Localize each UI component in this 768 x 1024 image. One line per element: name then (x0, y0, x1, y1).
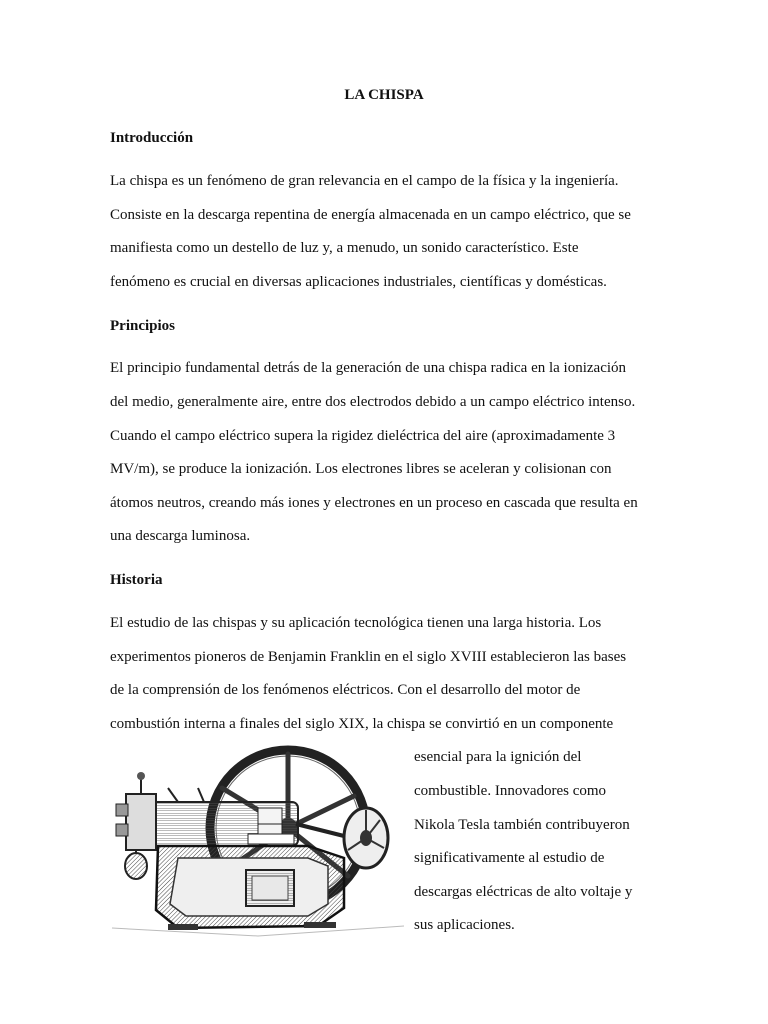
paragraph-line: una descarga luminosa. (110, 528, 251, 544)
paragraph-line: Nikola Tesla también contribuyeron (414, 817, 630, 833)
paragraph-line: átomos neutros, creando más iones y electrones en un proceso en cascada que resulta en (110, 495, 638, 511)
section-heading-principios: Principios (110, 318, 176, 334)
paragraph-line: Cuando el campo eléctrico supera la rigidez dieléctrica del aire (aproximadamente 3 (110, 428, 616, 444)
paragraph-line: combustible. Innovadores como (414, 783, 607, 799)
section-heading-introduccion: Introducción (110, 130, 194, 146)
paragraph-line: experimentos pioneros de Benjamin Franklin en el siglo XVIII establecieron las bases (110, 649, 627, 665)
engine-illustration-icon (108, 738, 408, 938)
paragraph-line: El estudio de las chispas y su aplicación tecnológica tienen una larga historia. Los (110, 615, 602, 631)
paragraph-line: Consiste en la descarga repentina de energía almacenada en un campo eléctrico, que se (110, 207, 631, 223)
paragraph-line: MV/m), se produce la ionización. Los electrones libres se aceleran y colisionan con (110, 461, 612, 477)
paragraph-line: manifiesta como un destello de luz y, a menudo, un sonido característico. Este (110, 240, 579, 256)
paragraph-line: de la comprensión de los fenómenos eléctricos. Con el desarrollo del motor de (110, 682, 581, 698)
paragraph-line: combustión interna a finales del siglo XIX, la chispa se convirtió en un componente (110, 716, 614, 732)
paragraph-line: descargas eléctricas de alto voltaje y (414, 884, 633, 900)
paragraph-line: del medio, generalmente aire, entre dos electrodos debido a un campo eléctrico intenso. (110, 394, 636, 410)
paragraph-line: esencial para la ignición del (414, 749, 582, 765)
paragraph-line: La chispa es un fenómeno de gran relevancia en el campo de la física y la ingeniería. (110, 173, 619, 189)
paragraph-line: sus aplicaciones. (414, 917, 515, 933)
paragraph-line: El principio fundamental detrás de la generación de una chispa radica en la ionización (110, 360, 627, 376)
page-title: LA CHISPA (344, 87, 424, 103)
paragraph-line: fenómeno es crucial en diversas aplicaciones industriales, científicas y domésticas. (110, 274, 607, 290)
section-heading-historia: Historia (110, 572, 163, 588)
paragraph-line: significativamente al estudio de (414, 850, 605, 866)
